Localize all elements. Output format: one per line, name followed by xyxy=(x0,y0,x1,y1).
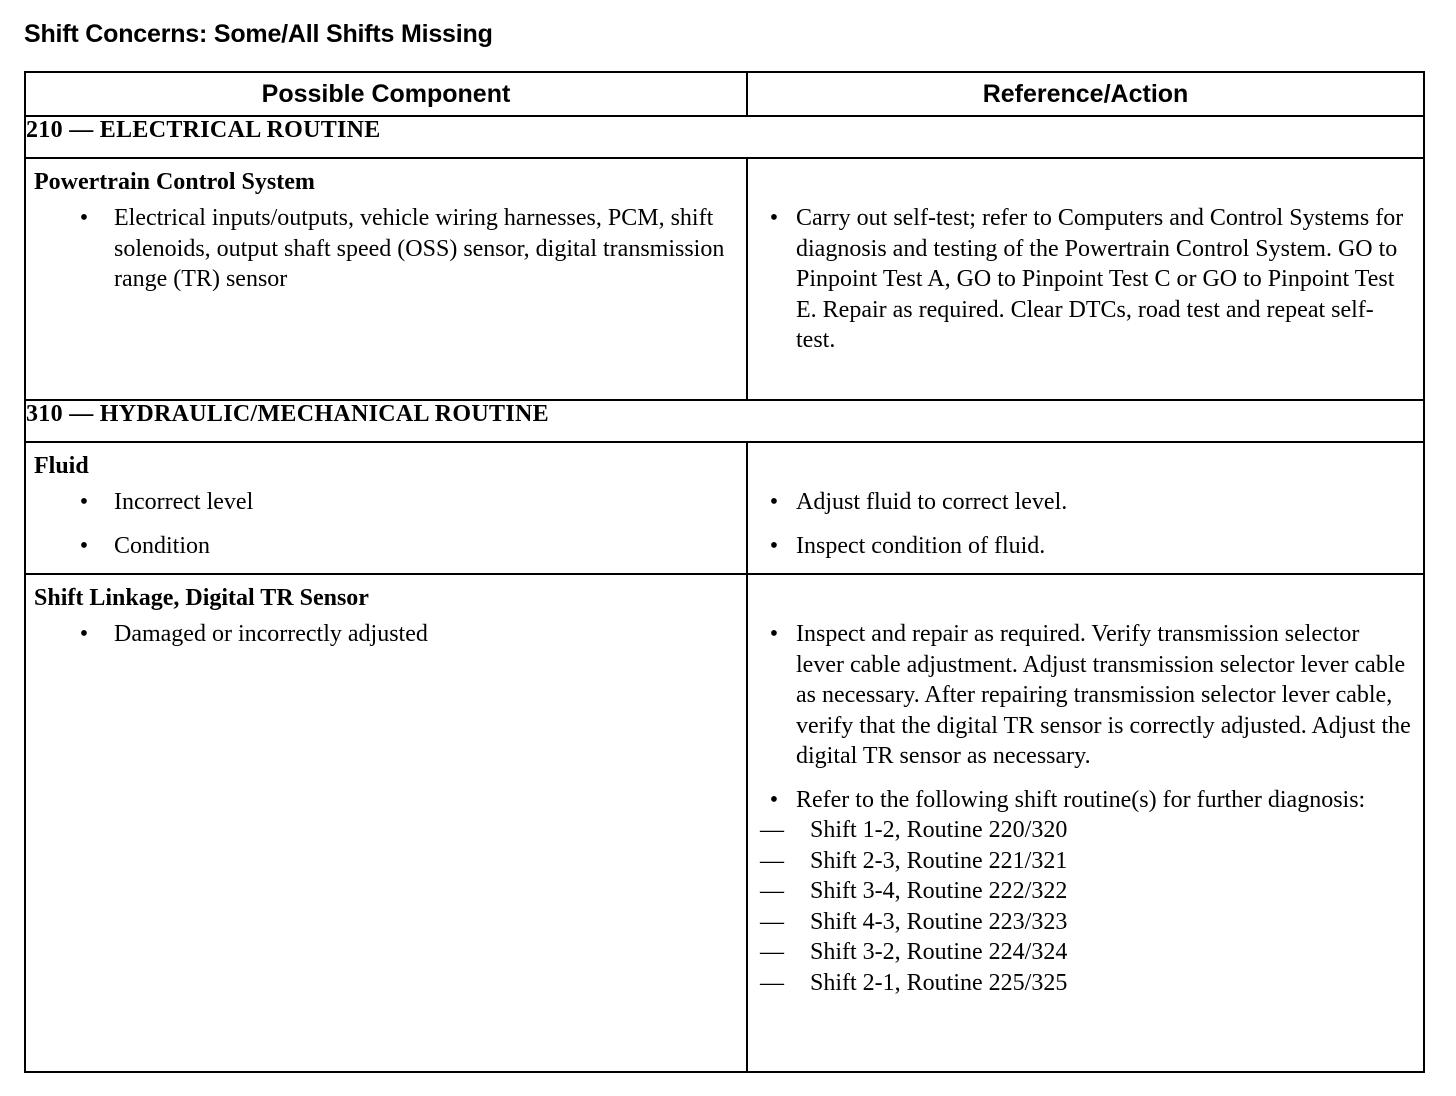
component-cell xyxy=(25,442,747,574)
bullet-icon: • xyxy=(769,205,779,231)
dash-icon: — xyxy=(760,969,784,996)
action-cell xyxy=(747,574,1424,1072)
list-item xyxy=(760,815,1413,846)
component-cell xyxy=(25,574,747,1072)
sub-item-text: Shift 3-4, Routine 222/322 xyxy=(810,878,1068,904)
dash-icon: — xyxy=(760,908,784,935)
group-title: Shift Linkage, Digital TR Sensor xyxy=(34,585,369,611)
header-possible-component: Possible Component xyxy=(25,72,747,116)
dash-icon: — xyxy=(760,817,784,843)
table-row xyxy=(25,574,1424,1072)
table-row xyxy=(25,442,1424,574)
list-item xyxy=(70,619,736,650)
list-item xyxy=(760,785,1413,816)
diagnosis-table xyxy=(24,71,1425,1073)
table-row xyxy=(25,158,1424,400)
list-item xyxy=(70,203,736,295)
bullet-icon: • xyxy=(79,532,89,559)
component-text: Condition xyxy=(114,532,211,559)
routine-title: 310 — HYDRAULIC/MECHANICAL ROUTINE xyxy=(25,400,1424,442)
action-text: Inspect condition of fluid. xyxy=(796,532,1046,559)
action-cell xyxy=(747,442,1424,574)
list-item xyxy=(760,846,1413,877)
action-cell xyxy=(747,158,1424,400)
action-text: Adjust fluid to correct level. xyxy=(796,489,1068,515)
list-item xyxy=(760,876,1413,907)
component-text: Incorrect level xyxy=(114,489,254,515)
action-text: Refer to the following shift routine(s) for further diagnosis: xyxy=(796,786,1366,813)
list-item xyxy=(760,203,1413,356)
sub-item-text: Shift 2-3, Routine 221/321 xyxy=(810,847,1068,874)
list-item xyxy=(760,937,1413,968)
shift-routine-list xyxy=(756,815,1413,998)
group-title: Fluid xyxy=(34,453,89,479)
list-item xyxy=(760,968,1413,999)
dash-icon: — xyxy=(760,847,784,874)
sub-item-text: Shift 1-2, Routine 220/320 xyxy=(810,817,1068,843)
component-text: Electrical inputs/outputs, vehicle wiring harnesses, PCM, shift solenoids, output shaft speed (OSS) sensor, digital transmission range (TR) sensor xyxy=(114,205,725,292)
list-item xyxy=(70,487,736,518)
bullet-icon: • xyxy=(79,489,89,515)
list-item xyxy=(70,531,736,562)
routine-row-hydraulic xyxy=(25,400,1424,442)
action-text: Inspect and repair as required. Verify transmission selector lever cable adjustment. Adjust transmission selector lever cable as necessary. After repairing transmission selector lever cable, verify that the digital TR sensor is correctly adjusted. Adjust the digital TR sensor as necessary. xyxy=(796,621,1411,769)
dash-icon: — xyxy=(760,939,784,965)
bullet-icon: • xyxy=(769,489,779,515)
bullet-icon: • xyxy=(769,621,779,647)
sub-item-text: Shift 3-2, Routine 224/324 xyxy=(810,939,1068,965)
list-item xyxy=(760,619,1413,772)
list-item xyxy=(760,487,1413,518)
component-cell xyxy=(25,158,747,400)
list-item xyxy=(760,907,1413,938)
bullet-icon: • xyxy=(769,532,779,559)
routine-title: 210 — ELECTRICAL ROUTINE xyxy=(25,116,1424,158)
bullet-icon: • xyxy=(79,205,89,231)
sub-item-text: Shift 4-3, Routine 223/323 xyxy=(810,908,1068,935)
action-text: Carry out self-test; refer to Computers and Control Systems for diagnosis and testing of the Powertrain Control System. GO to Pinpoint Test A, GO to Pinpoint Test C or GO to Pinpoint Test E. Repair as required. Clear DTCs, road test and repeat self-test. xyxy=(796,205,1404,353)
group-title: Powertrain Control System xyxy=(34,169,315,195)
page-title: Shift Concerns: Some/All Shifts Missing xyxy=(24,20,493,48)
routine-row-electrical xyxy=(25,116,1424,158)
sub-item-text: Shift 2-1, Routine 225/325 xyxy=(810,969,1068,996)
list-item xyxy=(760,531,1413,562)
dash-icon: — xyxy=(760,878,784,904)
bullet-icon: • xyxy=(79,621,89,647)
table-header-row xyxy=(25,72,1424,116)
bullet-icon: • xyxy=(769,786,779,813)
header-reference-action: Reference/Action xyxy=(747,72,1424,116)
component-text: Damaged or incorrectly adjusted xyxy=(114,621,428,647)
